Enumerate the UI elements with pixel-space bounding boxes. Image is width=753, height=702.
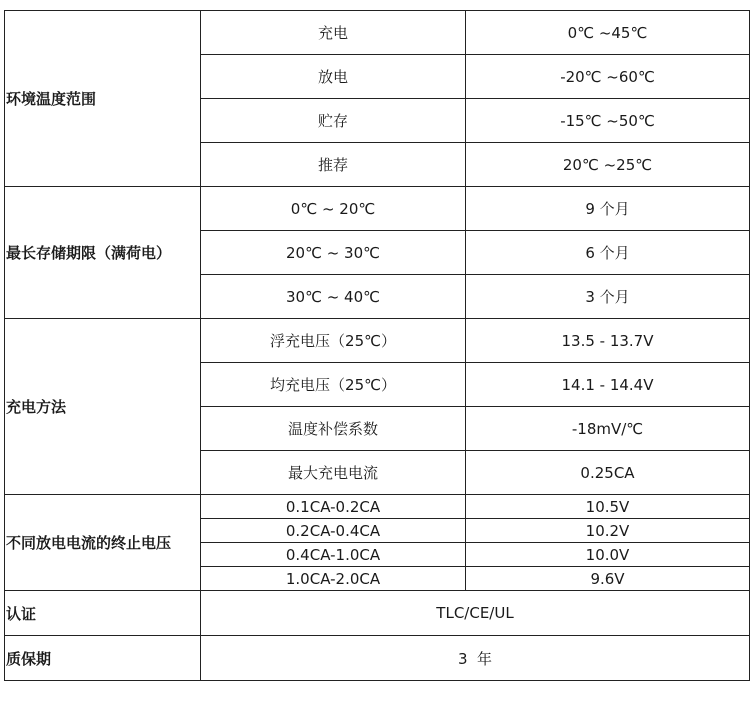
value-cell: -18mV/℃ xyxy=(466,407,750,451)
item-cell: 30℃ ~ 40℃ xyxy=(201,275,466,319)
item-cell: 温度补偿系数 xyxy=(201,407,466,451)
item-cell: 充电 xyxy=(201,11,466,55)
table-row xyxy=(5,187,750,231)
warranty-value: 3 年 xyxy=(201,636,750,681)
warranty-label: 质保期 xyxy=(5,636,201,681)
table-row xyxy=(5,495,750,519)
value-cell: 6 个月 xyxy=(466,231,750,275)
table-row xyxy=(5,319,750,363)
item-cell: 推荐 xyxy=(201,143,466,187)
value-cell: 10.2V xyxy=(466,519,750,543)
value-cell: 13.5 - 13.7V xyxy=(466,319,750,363)
item-cell: 0.4CA-1.0CA xyxy=(201,543,466,567)
item-cell: 20℃ ~ 30℃ xyxy=(201,231,466,275)
value-cell: 20℃ ~25℃ xyxy=(466,143,750,187)
item-cell: 贮存 xyxy=(201,99,466,143)
table-row xyxy=(5,11,750,55)
group-label-ambient-temperature: 环境温度范围 xyxy=(5,11,201,187)
table-row xyxy=(5,591,750,636)
item-cell: 0.1CA-0.2CA xyxy=(201,495,466,519)
value-cell: 14.1 - 14.4V xyxy=(466,363,750,407)
value-cell: 3 个月 xyxy=(466,275,750,319)
group-label-cutoff-voltage: 不同放电电流的终止电压 xyxy=(5,495,201,591)
value-cell: -15℃ ~50℃ xyxy=(466,99,750,143)
group-label-max-storage: 最长存储期限（满荷电） xyxy=(5,187,201,319)
item-cell: 1.0CA-2.0CA xyxy=(201,567,466,591)
item-cell: 0℃ ~ 20℃ xyxy=(201,187,466,231)
item-cell: 浮充电压（25℃） xyxy=(201,319,466,363)
value-cell: 10.5V xyxy=(466,495,750,519)
item-cell: 放电 xyxy=(201,55,466,99)
value-cell: 0℃ ~45℃ xyxy=(466,11,750,55)
certification-value: TLC/CE/UL xyxy=(201,591,750,636)
value-cell: 0.25CA xyxy=(466,451,750,495)
group-label-charging-method: 充电方法 xyxy=(5,319,201,495)
item-cell: 最大充电电流 xyxy=(201,451,466,495)
table-row xyxy=(5,636,750,681)
value-cell: 9.6V xyxy=(466,567,750,591)
value-cell: 10.0V xyxy=(466,543,750,567)
value-cell: 9 个月 xyxy=(466,187,750,231)
certification-label: 认证 xyxy=(5,591,201,636)
item-cell: 0.2CA-0.4CA xyxy=(201,519,466,543)
item-cell: 均充电压（25℃） xyxy=(201,363,466,407)
spec-table xyxy=(4,10,750,681)
value-cell: -20℃ ~60℃ xyxy=(466,55,750,99)
